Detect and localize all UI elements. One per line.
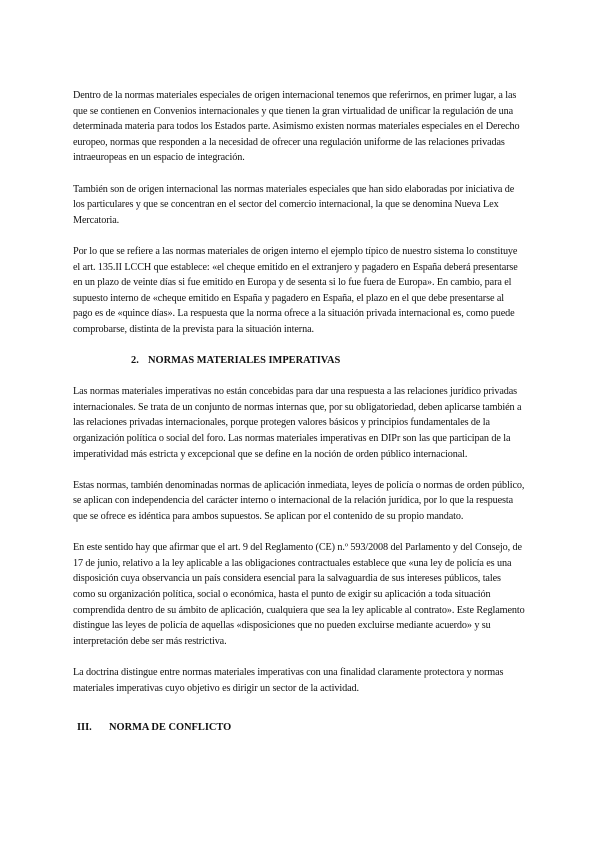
section-title: NORMAS MATERIALES IMPERATIVAS	[148, 355, 341, 367]
section-number: III.	[77, 722, 92, 734]
section-heading-3	[73, 720, 525, 736]
document-body	[73, 88, 525, 736]
section-heading-2	[73, 353, 525, 369]
section-number: 2.	[131, 355, 139, 367]
paragraph-international-special-norms: Dentro de la normas materiales especiales de origen internacional tenemos que referirnos, en primer lugar, a las que se contienen en Convenios internacionales y que tienen la gran virtualidad de unificar la regulación de una determinada materia para todos los Estados parte. Asimismo existen normas materiales especiales en el Derecho europeo, normas que responden a la necesidad de ofrecer una regulación uniforme de las relaciones privadas intraeuropeas en un espacio de integración.	[73, 90, 520, 164]
paragraph-imperative-norms-definition: Las normas materiales imperativas no están concebidas para dar una respuesta a las relaciones jurídico privadas internacionales. Se trata de un conjunto de normas internas que, por su obligatoriedad, deben aplicarse también a las relaciones privadas internacionales, porque protegen valores básicos y principios fundamentales de la organización política o social del foro. Las normas materiales imperativas en DIPr son las que participan de la imperatividad más estricta y excepcional que se define en la noción de orden público internacional.	[73, 386, 522, 460]
paragraph-lex-mercatoria: También son de origen internacional las normas materiales especiales que han sido elaboradas por iniciativa de los particulares y que se concentran en el sector del comercio internacional, la que se denomina Nueva Lex Mercatoria.	[73, 183, 515, 226]
paragraph-regulation-593-2008: En este sentido hay que afirmar que el art. 9 del Reglamento (CE) n.º 593/2008 del Parlamento y del Consejo, de 17 de junio, relativo a la ley aplicable a las obligaciones contractuales establece que «una ley de policía es una disposición cuya observancia un país considera esencial para la salvaguardia de sus intereses públicos, tales como su organización política, social o económica, hasta el punto de exigir su aplicación a toda situación comprendida dentro de su ámbito de aplicación, cualquiera que sea la ley aplicable al contrato». Este Reglamento distingue las leyes de policía de aquellas «disposiciones que no pueden excluirse mediante acuerdo» y su interpretación debe ser más restrictiva.	[73, 542, 525, 647]
section-title: NORMA DE CONFLICTO	[109, 722, 232, 734]
paragraph-doctrine-distinction: La doctrina distingue entre normas materiales imperativas con una finalidad claramente protectora y normas materiales imperativas cuyo objetivo es dirigir un sector de la actividad.	[73, 666, 504, 694]
paragraph-immediate-application: Estas normas, también denominadas normas de aplicación inmediata, leyes de policía o normas de orden público, se aplican con independencia del carácter interno o internacional de la relación jurídica, por lo que la respuesta que se ofrece es idéntica para ambos supuestos. Se aplican por el contenido de su propio mandato.	[73, 479, 525, 523]
paragraph-internal-origin-norms: Por lo que se refiere a las normas materiales de origen interno el ejemplo típico de nuestro sistema lo constituye el art. 135.II LCCH que establece: «el cheque emitido en el extranjero y pagadero en España deberá presentarse en un plazo de veinte días si fue emitido en Europa y de sesenta si lo fue fuera de Europa». En cambio, para el supuesto interno de «cheque emitido en España y pagadero en España, el plazo en el que debe presentarse al pago es de «quince días». La respuesta que la norma ofrece a la situación privada internacional es, como puede comprobarse, distinta de la prevista para la situación interna.	[73, 245, 518, 335]
